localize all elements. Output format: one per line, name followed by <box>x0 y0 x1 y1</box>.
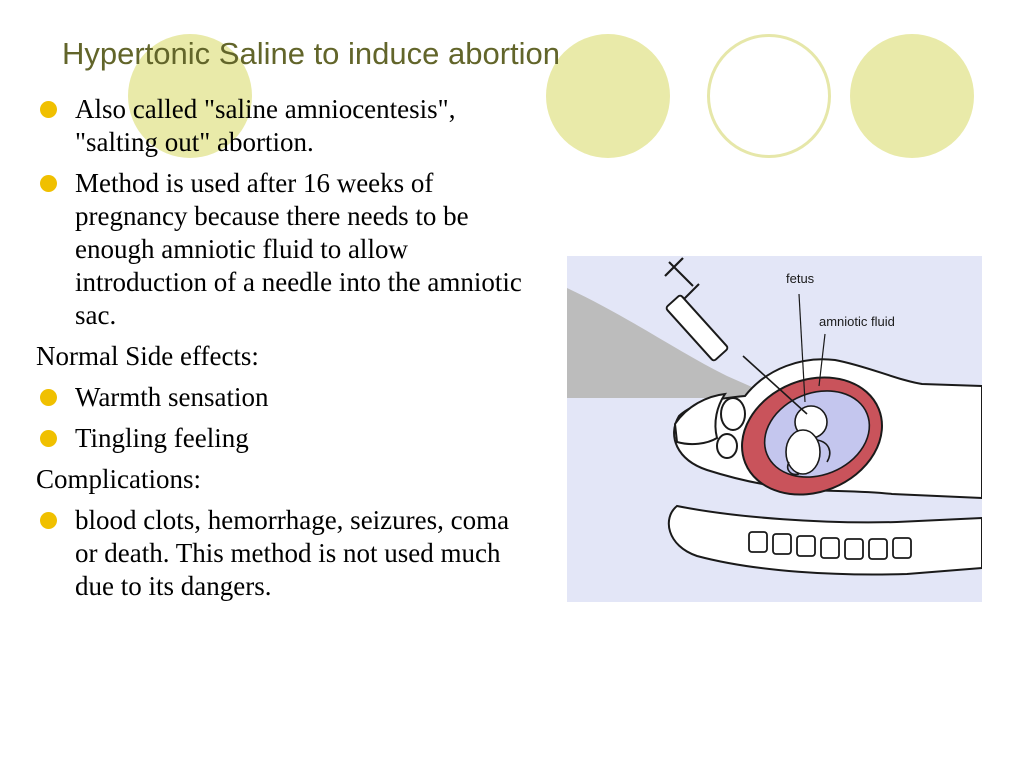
bullet-text: Method is used after 16 weeks of pregnancy because there needs to be enough amniotic fluid to allow introduction of a needle into the amniotic sac. <box>75 168 522 330</box>
bullet-dot-icon <box>40 175 57 192</box>
slide-title: Hypertonic Saline to induce abortion <box>62 36 561 71</box>
bullet-item <box>36 504 526 603</box>
bullet-text: blood clots, hemorrhage, seizures, coma or death. This method is not used much due to its dangers. <box>75 505 510 601</box>
bullet-item <box>36 167 526 332</box>
organ-shape <box>717 434 737 458</box>
bullet-item <box>36 381 526 414</box>
bullet-dot-icon <box>40 430 57 447</box>
bullet-text: Also called "saline amniocentesis", "salting out" abortion. <box>75 94 456 157</box>
complications-heading: Complications: <box>36 464 201 494</box>
bullet-item <box>36 422 526 455</box>
figure-label-fetus: fetus <box>786 271 815 286</box>
bullet-text: Warmth sensation <box>75 382 269 412</box>
decorative-circle <box>546 34 670 158</box>
decorative-ring <box>707 34 831 158</box>
figure-label-amniotic-fluid: amniotic fluid <box>819 314 895 329</box>
decorative-circle <box>850 34 974 158</box>
bullet-dot-icon <box>40 512 57 529</box>
bullet-dot-icon <box>40 101 57 118</box>
slide-body <box>36 93 526 611</box>
organ-shape <box>721 398 745 430</box>
saline-injection-illustration <box>567 256 982 602</box>
bullet-text: Tingling feeling <box>75 423 249 453</box>
bullet-item <box>36 93 526 159</box>
side-effects-heading: Normal Side effects: <box>36 341 259 371</box>
bullet-dot-icon <box>40 389 57 406</box>
